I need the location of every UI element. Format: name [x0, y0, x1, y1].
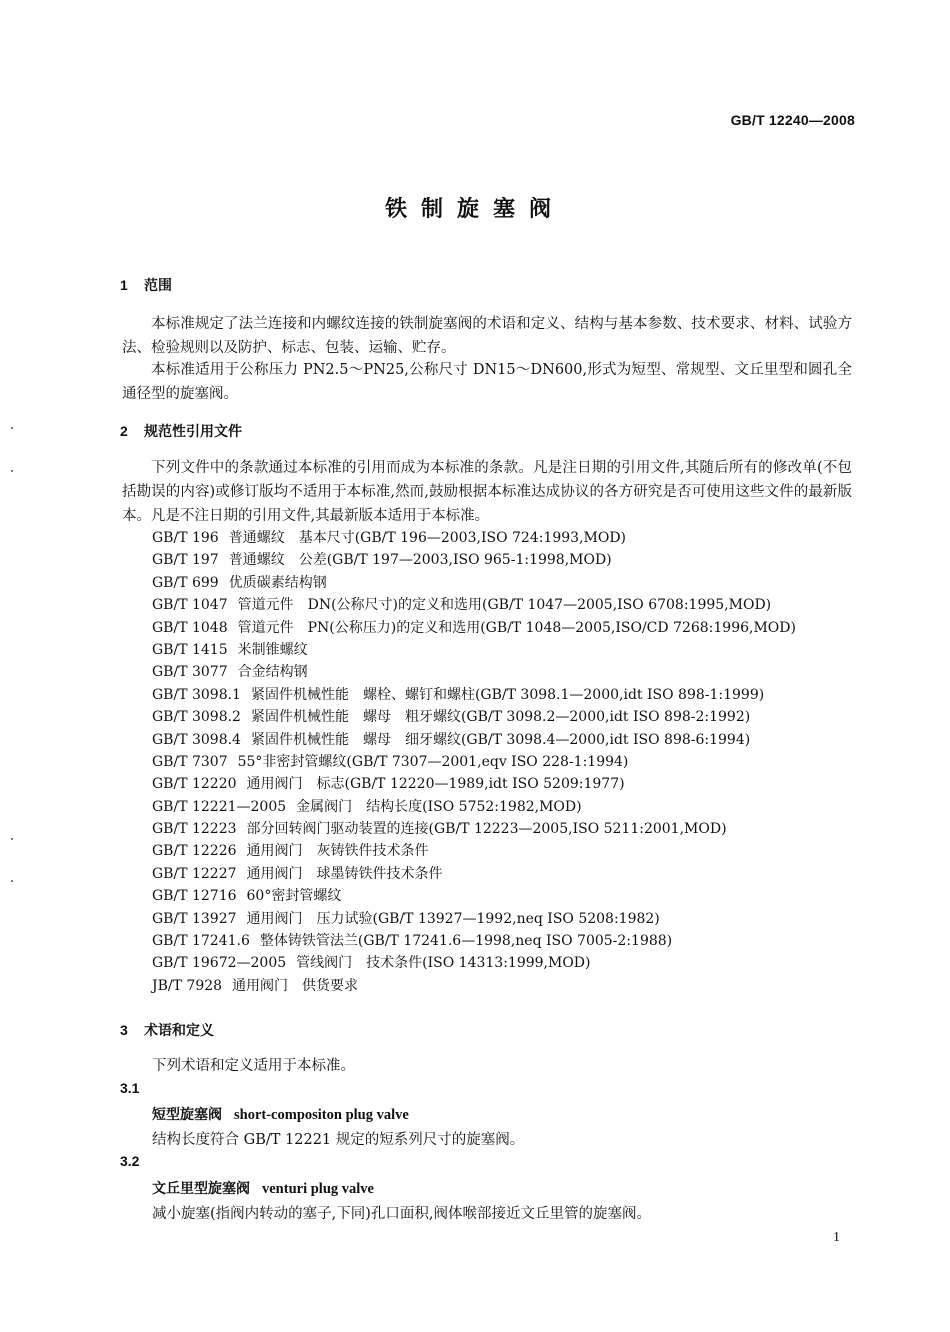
- reference-item: GB/T 3077 合金结构钢: [152, 664, 308, 681]
- term-number: 3.1: [120, 1080, 140, 1096]
- scan-speck: [11, 427, 13, 429]
- reference-item: GB/T 196 普通螺纹 基本尺寸(GB/T 196—2003,ISO 724:1993,MOD): [152, 530, 627, 546]
- section-2-heading: [120, 421, 242, 441]
- term-chinese: 文丘里型旋塞阀: [152, 1181, 250, 1197]
- page-number: 1: [833, 1230, 840, 1245]
- normative-references-list: [152, 527, 796, 997]
- reference-item: GB/T 12221—2005 金属阀门 结构长度(ISO 5752:1982,MOD): [152, 798, 582, 815]
- standard-number: GB/T 12240—2008: [730, 112, 855, 128]
- section-title: 规范性引用文件: [144, 424, 242, 440]
- term-definition: 结构长度符合 GB/T 12221 规定的短系列尺寸的旋塞阀。: [152, 1132, 525, 1148]
- section-title: 范围: [144, 278, 172, 294]
- reference-item: JB/T 7928 通用阀门 供货要求: [152, 977, 359, 994]
- scan-speck: [11, 470, 13, 472]
- section-number: 2: [120, 423, 128, 439]
- reference-item: GB/T 1048 管道元件 PN(公称压力)的定义和选用(GB/T 1048—2005,ISO/CD 7268:1996,MOD): [152, 619, 796, 636]
- reference-item: GB/T 17241.6 整体铸铁管法兰(GB/T 17241.6—1998,neq ISO 7005-2:1988): [152, 933, 673, 950]
- reference-item: GB/T 1415 米制锥螺纹: [152, 641, 308, 658]
- reference-item: GB/T 12226 通用阀门 灰铸铁件技术条件: [152, 843, 429, 860]
- term-english: short-compositon plug valve: [234, 1107, 409, 1123]
- term-number: 3.2: [120, 1153, 140, 1169]
- section-1-paragraph-2: 本标准适用于公称压力 PN2.5～PN25,公称尺寸 DN15～DN600,形式为短型、常规型、文丘里型和圆孔全通径型的旋塞阀。: [122, 362, 852, 402]
- scan-speck: [11, 880, 13, 882]
- reference-item: GB/T 1047 管道元件 DN(公称尺寸)的定义和选用(GB/T 1047—2005,ISO 6708:1995,MOD): [152, 597, 772, 614]
- section-number: 3: [120, 1022, 128, 1038]
- section-1-paragraph-1: 本标准规定了法兰连接和内螺纹连接的铁制旋塞阀的术语和定义、结构与基本参数、技术要求、材料、试验方法、检验规则以及防护、标志、包装、运输、贮存。: [122, 316, 852, 356]
- reference-item: GB/T 7307 55°非密封管螺纹(GB/T 7307—2001,eqv ISO 228-1:1994): [152, 753, 629, 770]
- reference-item: GB/T 12220 通用阀门 标志(GB/T 12220—1989,idt ISO 5209:1977): [152, 776, 625, 793]
- term-definition: 减小旋塞(指阀内转动的塞子,下同)孔口面积,阀体喉部接近文丘里管的旋塞阀。: [152, 1206, 652, 1222]
- section-1-heading: [120, 275, 172, 295]
- section-3-heading: [120, 1020, 214, 1040]
- scan-speck: [11, 838, 13, 840]
- reference-item: GB/T 13927 通用阀门 压力试验(GB/T 13927—1992,neq ISO 5208:1982): [152, 910, 660, 927]
- reference-item: GB/T 12223 部分回转阀门驱动装置的连接(GB/T 12223—2005,ISO 5211:2001,MOD): [152, 821, 727, 838]
- reference-item: GB/T 3098.2 紧固件机械性能 螺母 粗牙螺纹(GB/T 3098.2—2000,idt ISO 898-2:1992): [152, 709, 751, 726]
- term-title: [152, 1104, 409, 1124]
- reference-item: GB/T 197 普通螺纹 公差(GB/T 197—2003,ISO 965-1:1998,MOD): [152, 552, 612, 569]
- reference-item: GB/T 699 优质碳素结构钢: [152, 574, 327, 591]
- section-number: 1: [120, 277, 128, 293]
- reference-item: GB/T 3098.1 紧固件机械性能 螺栓、螺钉和螺柱(GB/T 3098.1—2000,idt ISO 898-1:1999): [152, 686, 765, 703]
- section-3-intro: 下列术语和定义适用于本标准。: [152, 1058, 355, 1074]
- reference-item: GB/T 12227 通用阀门 球墨铸铁件技术条件: [152, 865, 443, 882]
- reference-item: GB/T 12716 60°密封管螺纹: [152, 888, 342, 905]
- document-title: 铁制旋塞阀: [384, 197, 565, 222]
- reference-item: GB/T 19672—2005 管线阀门 技术条件(ISO 14313:1999,MOD): [152, 955, 591, 972]
- term-title: [152, 1178, 374, 1198]
- term-chinese: 短型旋塞阀: [152, 1107, 222, 1123]
- section-title: 术语和定义: [144, 1023, 214, 1039]
- reference-item: GB/T 3098.4 紧固件机械性能 螺母 细牙螺纹(GB/T 3098.4—2000,idt ISO 898-6:1994): [152, 731, 751, 748]
- section-2-paragraph: 下列文件中的条款通过本标准的引用而成为本标准的条款。凡是注日期的引用文件,其随后所有的修改单(不包括勘误的内容)或修订版均不适用于本标准,然而,鼓励根据本标准达成协议的各方研究是否可使用这些文件的最新版本。凡是不注日期的引用文件,其最新版本适用于本标准。: [122, 460, 852, 524]
- term-english: venturi plug valve: [262, 1181, 374, 1197]
